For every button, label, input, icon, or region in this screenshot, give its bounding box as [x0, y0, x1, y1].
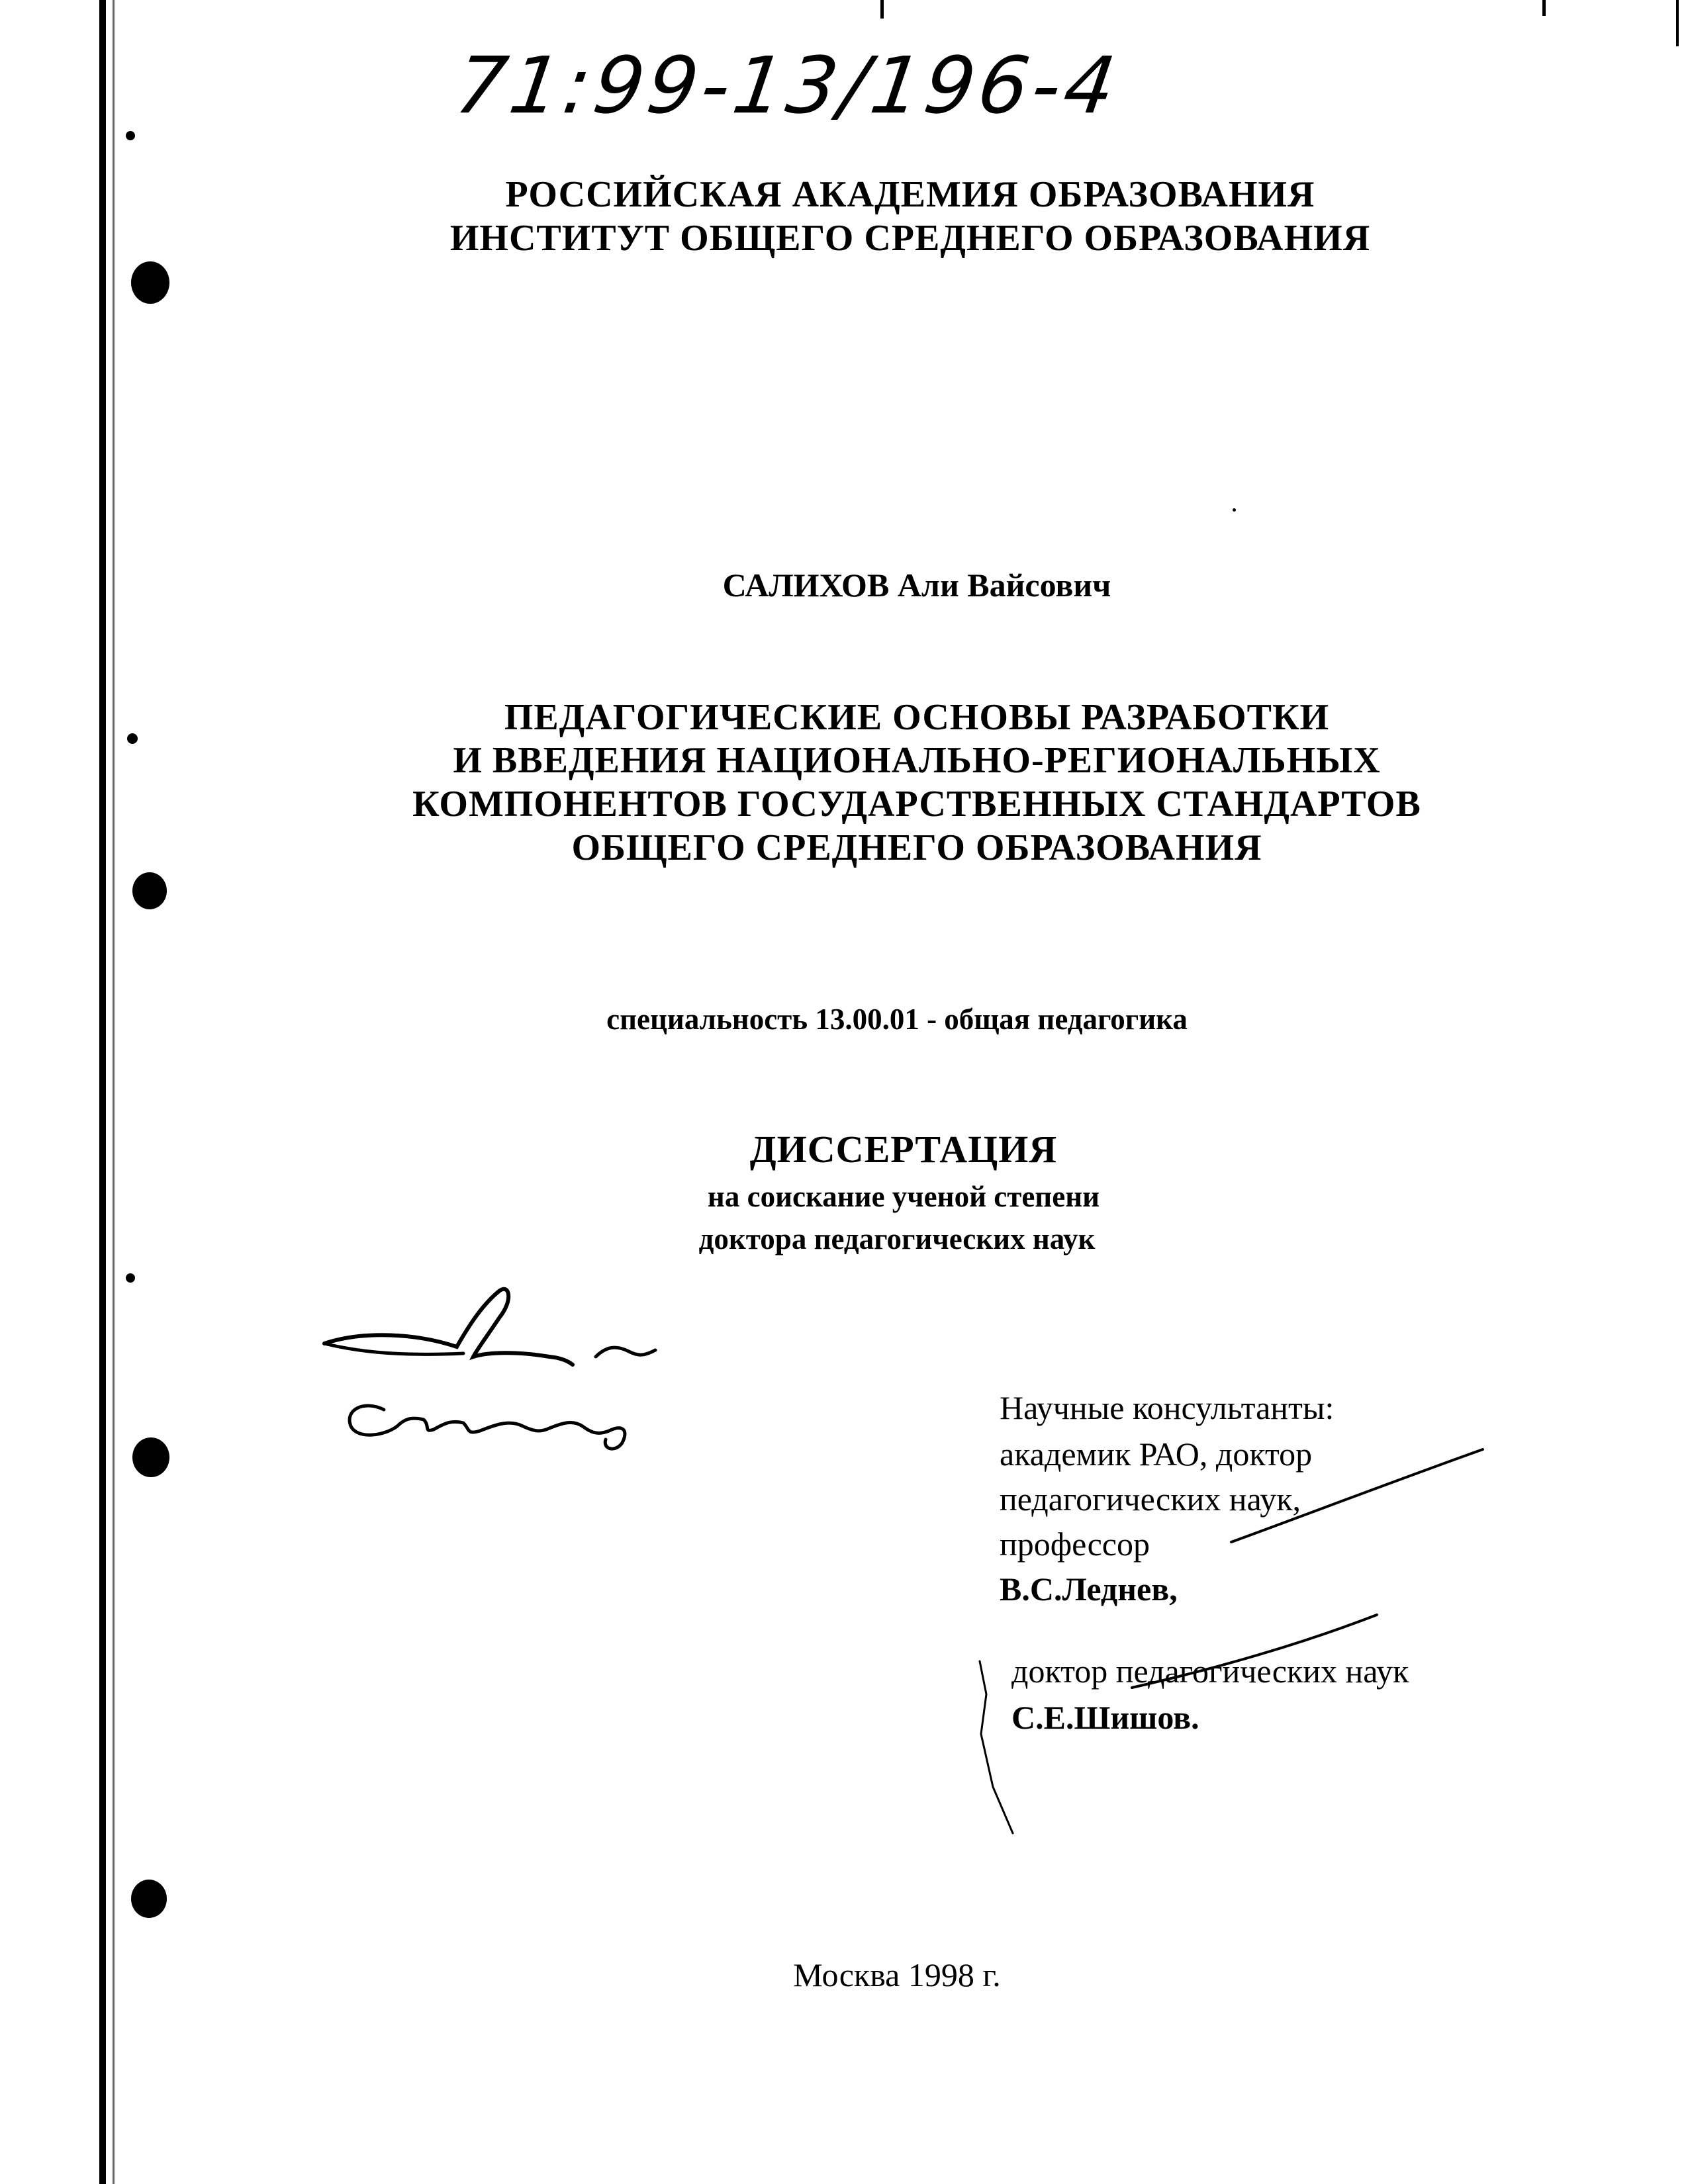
dissertation-heading: ДИССЕРТАЦИЯ [749, 1128, 1058, 1171]
binding-hole [131, 1880, 167, 1918]
consultant-1-title-line-1: академик РАО, доктор [1000, 1435, 1313, 1473]
archive-number: 71:99-13/196-4 [450, 40, 1125, 131]
scan-speck [126, 131, 135, 140]
consultant-1-name: В.С.Леднев, [1000, 1570, 1178, 1608]
binding-hole [132, 1437, 169, 1477]
scan-right-mark [1676, 0, 1679, 46]
author-name: САЛИХОВ Али Вайсович [722, 567, 1111, 604]
institute-name: ИНСТИТУТ ОБЩЕГО СРЕДНЕГО ОБРАЗОВАНИЯ [449, 218, 1371, 259]
dissertation-degree-line-2: доктора педагогических наук [698, 1222, 1096, 1255]
consultant-2-name: С.Е.Шишов. [1011, 1699, 1199, 1736]
title-line-4: ОБЩЕГО СРЕДНЕГО ОБРАЗОВАНИЯ [571, 827, 1262, 868]
title-line-3: КОМПОНЕНТОВ ГОСУДАРСТВЕННЫХ СТАНДАРТОВ [412, 784, 1421, 825]
consultant-1-title-line-3: профессор [1000, 1525, 1150, 1563]
specialty: специальность 13.00.01 - общая педагогика [606, 1003, 1188, 1036]
binding-hole [131, 261, 169, 304]
scan-speck [1233, 508, 1236, 512]
consultant-mark [1225, 1436, 1489, 1569]
title-line-2: И ВВЕДЕНИЯ НАЦИОНАЛЬНО-РЕГИОНАЛЬНЫХ [453, 740, 1381, 781]
scan-left-edge [99, 0, 106, 2184]
scan-left-edge-inner [113, 0, 115, 2184]
scan-top-mark [1542, 0, 1546, 16]
consultant-2-title: доктор педагогических наук [1011, 1653, 1409, 1690]
dissertation-degree-line-1: на соискание ученой степени [707, 1180, 1100, 1213]
scan-top-mark [880, 0, 884, 19]
scan-speck [126, 1273, 135, 1283]
title-line-1: ПЕДАГОГИЧЕСКИЕ ОСНОВЫ РАЗРАБОТКИ [504, 697, 1330, 738]
consultants-heading: Научные консультанты: [1000, 1389, 1335, 1426]
city-year: Москва 1998 г. [793, 1956, 1001, 1993]
handwritten-signature [311, 1284, 708, 1482]
binding-hole [132, 872, 167, 909]
consultant-bracket [973, 1655, 1026, 1840]
academy-name: РОССИЙСКАЯ АКАДЕМИЯ ОБРАЗОВАНИЯ [505, 174, 1315, 215]
consultant-mark [1125, 1608, 1390, 1741]
consultant-1-title-line-2: педагогических наук, [1000, 1480, 1301, 1518]
